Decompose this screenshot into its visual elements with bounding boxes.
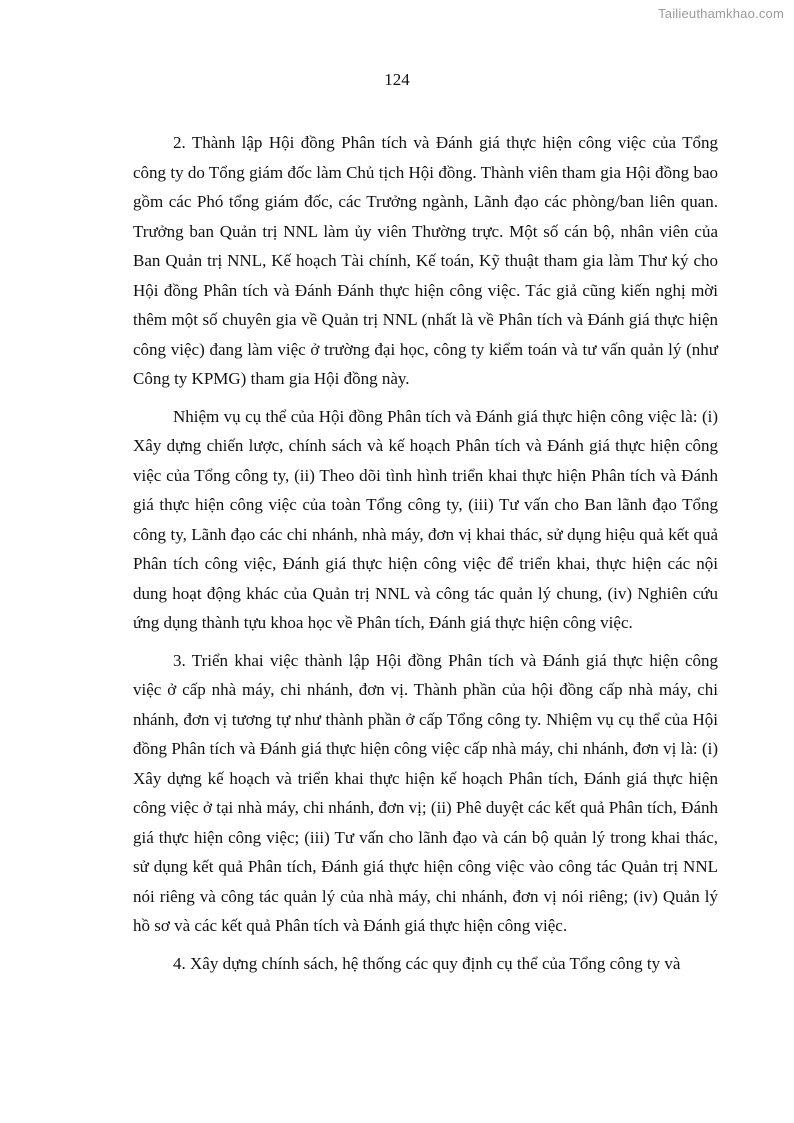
paragraph-item-2: 2. Thành lập Hội đồng Phân tích và Đánh giá thực hiện công việc của Tổng công ty do Tổng giám đốc làm Chủ tịch Hội đồng. Thành viên tham gia Hội đồng bao gồm các Phó tổng giám đốc, các Trưởng ngành, Lãnh đạo các phòng/ban liên quan. Trưởng ban Quản trị NNL làm ủy viên Thường trực. Một số cán bộ, nhân viên của Ban Quản trị NNL, Kế hoạch Tài chính, Kế toán, Kỹ thuật tham gia làm Thư ký cho Hội đồng Phân tích và Đánh Đánh thực hiện công việc. Tác giả cũng kiến nghị mời thêm một số chuyên gia về Quản trị NNL (nhất là về Phân tích và Đánh giá thực hiện công việc) đang làm việc ở trường đại học, công ty kiểm toán và tư vấn quản lý (như Công ty KPMG) tham gia Hội đồng này. xyxy=(133,133,718,388)
watermark: Tailieuthamkhao.com xyxy=(658,6,784,21)
paragraph-item-3: 3. Triển khai việc thành lập Hội đồng Phân tích và Đánh giá thực hiện công việc ở cấp nhà máy, chi nhánh, đơn vị. Thành phần của hội đồng cấp nhà máy, chi nhánh, đơn vị tương tự như thành phần ở cấp Tổng công ty. Nhiệm vụ cụ thể của Hội đồng Phân tích và Đánh giá thực hiện công việc cấp nhà máy, chi nhánh, đơn vị là: (i) Xây dựng kế hoạch và triển khai thực hiện kế hoạch Phân tích, Đánh giá thực hiện công việc ở tại nhà máy, chi nhánh, đơn vị; (ii) Phê duyệt các kết quả Phân tích, Đánh giá thực hiện công việc; (iii) Tư vấn cho lãnh đạo và cán bộ quản lý trong khai thác, sử dụng kết quả Phân tích, Đánh giá thực hiện công việc vào công tác Quản trị NNL nói riêng và công tác quản lý của nhà máy, chi nhánh, đơn vị nói riêng; (iv) Quản lý hồ sơ và các kết quả Phân tích và Đánh giá thực hiện công việc. xyxy=(133,650,718,935)
paragraph-item-4: 4. Xây dựng chính sách, hệ thống các quy định cụ thể của Tổng công ty và xyxy=(173,953,681,973)
paragraph-duties: Nhiệm vụ cụ thể của Hội đồng Phân tích và Đánh giá thực hiện công việc là: (i) Xây dựng chiến lược, chính sách và kế hoạch Phân tích và Đánh giá thực hiện công việc của Tổng công ty, (ii) Theo dõi tình hình triển khai thực hiện Phân tích và Đánh giá thực hiện công việc của toàn Tổng công ty, (iii) Tư vấn cho Ban lãnh đạo Tổng công ty, Lãnh đạo các chi nhánh, nhà máy, đơn vị khai thác, sử dụng hiệu quả kết quả Phân tích công việc, Đánh giá thực hiện công việc để triển khai, thực hiện các nội dung hoạt động khác của Quản trị NNL và công tác quản lý chung, (iv) Nghiên cứu ứng dụng thành tựu khoa học về Phân tích, Đánh giá thực hiện công việc. xyxy=(133,406,718,632)
document-body xyxy=(133,128,718,986)
page-number: 124 xyxy=(384,70,410,89)
